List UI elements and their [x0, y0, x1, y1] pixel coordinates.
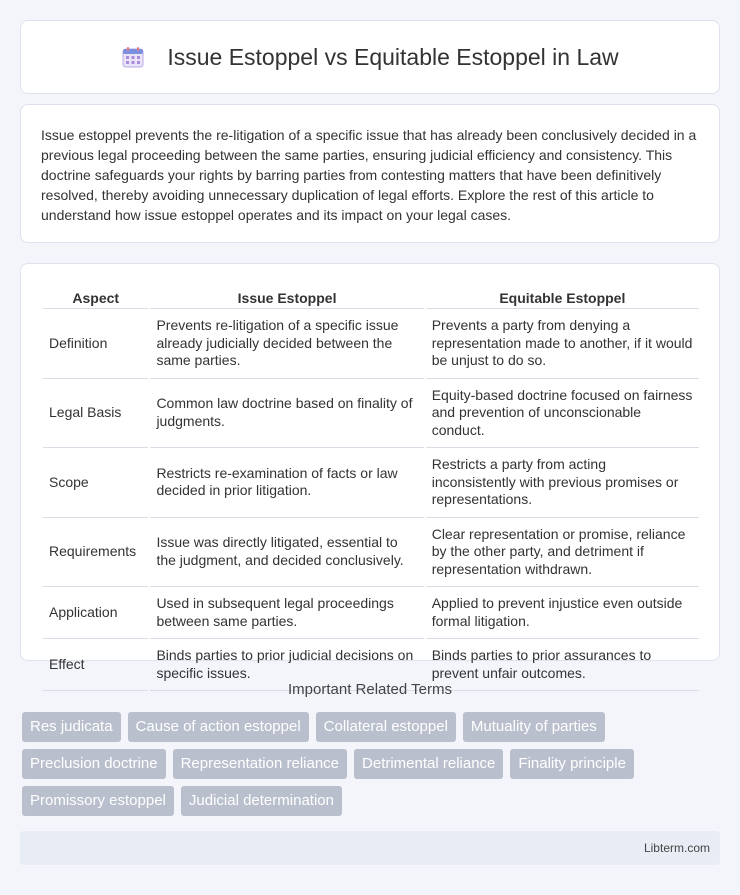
row-issue: Common law doctrine based on finality of judgments. [150, 379, 423, 449]
row-aspect: Definition [43, 309, 148, 379]
table-row [43, 379, 699, 449]
footer-brand[interactable]: Libterm.com [643, 841, 710, 855]
tag-mutuality-of-parties[interactable]: Mutuality of parties [463, 712, 605, 742]
row-equitable: Binds parties to prior assurances to prevent unfair outcomes. [426, 639, 699, 691]
row-equitable: Equity-based doctrine focused on fairness and prevention of unconscionable conduct. [426, 379, 699, 449]
related-terms-heading: Important Related Terms [288, 681, 452, 698]
row-aspect: Requirements [43, 518, 148, 588]
tag-detrimental-reliance[interactable]: Detrimental reliance [354, 749, 503, 779]
table-row [43, 448, 699, 518]
row-equitable: Restricts a party from acting inconsistently with previous promises or representations. [426, 448, 699, 518]
table-row [43, 309, 699, 379]
row-aspect: Application [43, 587, 148, 639]
intro-card [20, 104, 720, 243]
tag-res-judicata[interactable]: Res judicata [22, 712, 121, 742]
row-issue: Used in subsequent legal proceedings between same parties. [150, 587, 423, 639]
tag-finality-principle[interactable]: Finality principle [510, 749, 634, 779]
comparison-table [41, 284, 701, 691]
tag-collateral-estoppel[interactable]: Collateral estoppel [316, 712, 456, 742]
intro-text: Issue estoppel prevents the re-litigation of a specific issue that has already been conclusively decided in a previous legal proceeding between the same parties, ensuring judicial efficiency and consistency. This doctrine safeguards your rights by barring parties from contesting matters that have been definitively resolved, thereby avoiding unnecessary duplication of legal efforts. Explore the rest of this article to understand how issue estoppel operates and its impact on your legal cases. [41, 127, 697, 223]
tag-cause-of-action-estoppel[interactable]: Cause of action estoppel [128, 712, 309, 742]
row-equitable: Clear representation or promise, reliance by the other party, and detriment if representation withdrawn. [426, 518, 699, 588]
calendar-icon [121, 45, 145, 69]
row-equitable: Prevents a party from denying a representation made to another, if it would be unjust to do so. [426, 309, 699, 379]
table-row [43, 518, 699, 588]
header-issue-estoppel: Issue Estoppel [150, 284, 423, 309]
row-aspect: Scope [43, 448, 148, 518]
page-title: Issue Estoppel vs Equitable Estoppel in Law [167, 43, 619, 70]
row-equitable: Applied to prevent injustice even outside formal litigation. [426, 587, 699, 639]
row-issue: Restricts re-examination of facts or law decided in prior litigation. [150, 448, 423, 518]
row-aspect: Effect [43, 639, 148, 691]
row-issue: Prevents re-litigation of a specific issue already judicially decided between the same parties. [150, 309, 423, 379]
table-row [43, 587, 699, 639]
title-card [20, 20, 720, 94]
tag-judicial-determination[interactable]: Judicial determination [181, 786, 342, 816]
footer [20, 831, 720, 865]
comparison-card [20, 263, 720, 681]
row-aspect: Legal Basis [43, 379, 148, 449]
related-terms-list [22, 712, 722, 816]
tag-representation-reliance[interactable]: Representation reliance [173, 749, 347, 779]
table-header-row [43, 284, 699, 309]
header-aspect: Aspect [43, 284, 148, 309]
tag-promissory-estoppel[interactable]: Promissory estoppel [22, 786, 174, 816]
header-equitable-estoppel: Equitable Estoppel [426, 284, 699, 309]
row-issue: Issue was directly litigated, essential to the judgment, and decided conclusively. [150, 518, 423, 588]
row-issue: Binds parties to prior judicial decisions on specific issues. [150, 639, 423, 691]
tag-preclusion-doctrine[interactable]: Preclusion doctrine [22, 749, 166, 779]
